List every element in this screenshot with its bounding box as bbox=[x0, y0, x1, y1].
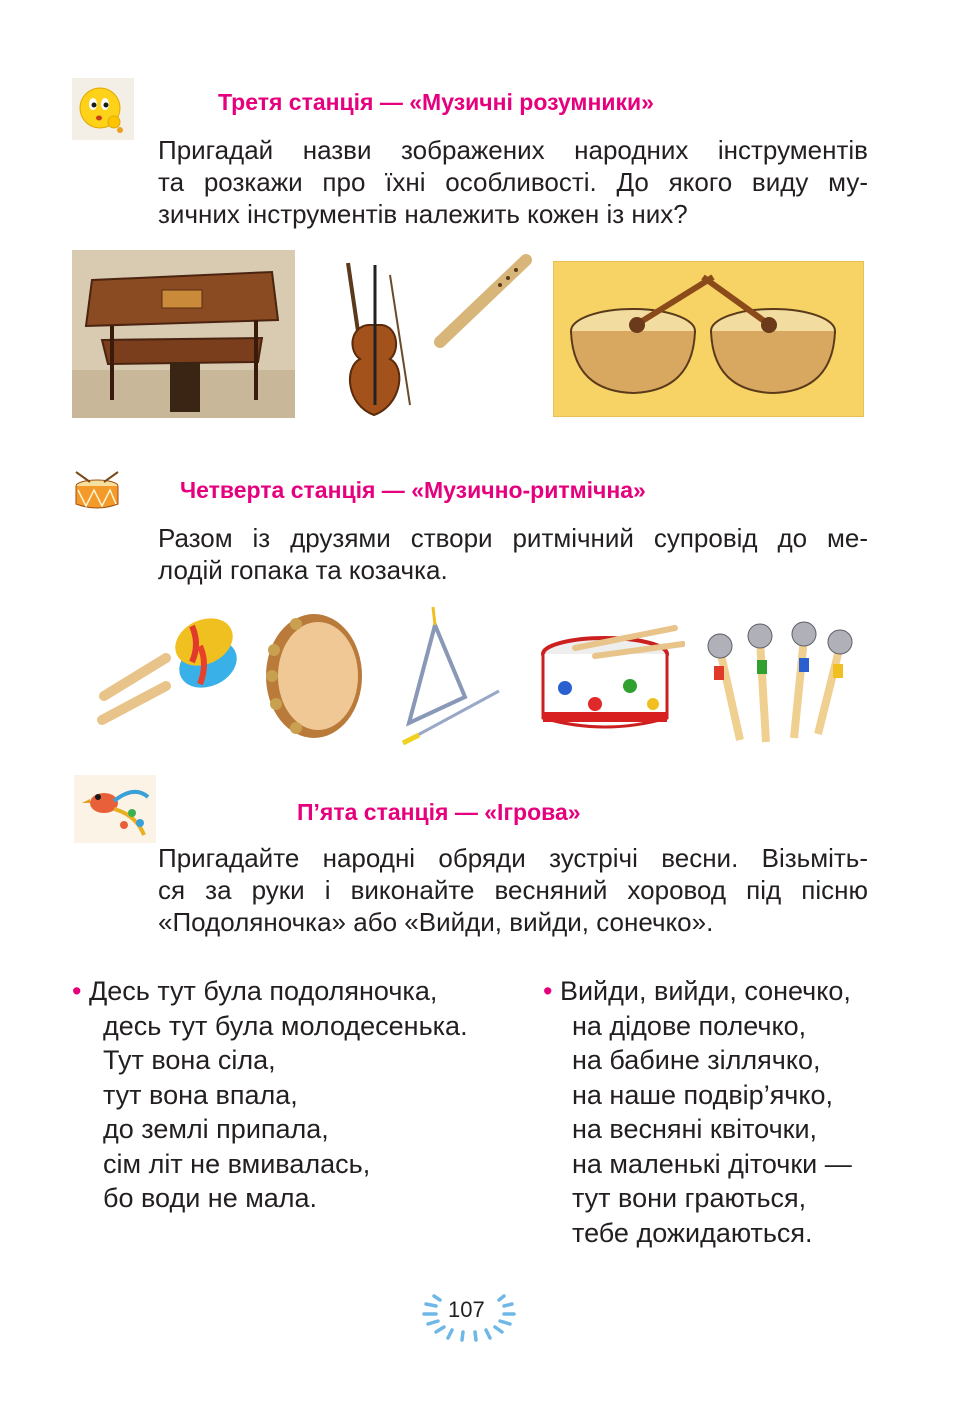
poem-line-text: Десь тут була подоляночка, bbox=[88, 976, 438, 1006]
jingle-sticks-image bbox=[700, 610, 865, 750]
poem-line: тебе дожидаються. bbox=[572, 1217, 813, 1248]
poem-line: на дідове полечко, bbox=[572, 1010, 807, 1041]
poem-right bbox=[543, 974, 852, 1250]
poem-line: на весняні квіточки, bbox=[572, 1114, 818, 1144]
station-4-title: Четверта станція — «Музично-ритмічна» bbox=[180, 477, 646, 503]
poem-line: десь тут була молодесенька. bbox=[103, 1010, 468, 1041]
timpani-image bbox=[553, 261, 864, 417]
poem-left bbox=[72, 974, 468, 1216]
station-4-line: лодій гопака та козачка. bbox=[158, 555, 448, 585]
station-4-line: Разом із друзями створи ритмічний супровід до ме- bbox=[158, 523, 868, 553]
poem-line bbox=[72, 974, 468, 1009]
poem-line: тут вона впала, bbox=[103, 1079, 298, 1110]
poem-line: тут вони граються, bbox=[572, 1183, 807, 1213]
poem-line-text: Вийди, вийди, сонечко, bbox=[559, 976, 851, 1006]
tambourine-image bbox=[262, 610, 367, 742]
poem-line: Тут вона сіла, bbox=[103, 1045, 276, 1075]
station-5-line: ся за руки і виконайте весняний хоровод під пісню bbox=[158, 875, 868, 905]
poem-line: на наше подвір’ячко, bbox=[572, 1079, 834, 1110]
sopilka-flute-image bbox=[430, 252, 534, 352]
poem-line: на бабине зіллячко, bbox=[572, 1045, 821, 1075]
station-3-line: Пригадай назви зображених народних інструментів bbox=[158, 135, 868, 165]
station-5-line: Пригадайте народні обряди зустрічі весни. Візьміть- bbox=[158, 843, 868, 873]
page-number: 107 bbox=[448, 1297, 485, 1322]
bullet-icon: • bbox=[543, 976, 553, 1006]
poem-line: сім літ не вмивалась, bbox=[103, 1148, 371, 1179]
station-3-title: Третя станція — «Музичні розумники» bbox=[218, 89, 654, 115]
snare-drum-image bbox=[535, 608, 685, 748]
maracas-image bbox=[96, 612, 244, 730]
station-4-icon bbox=[72, 470, 122, 512]
poem-line: бо води не мала. bbox=[103, 1183, 318, 1213]
bullet-icon: • bbox=[72, 976, 82, 1006]
station-3-line: зичних інструментів належить кожен із них? bbox=[158, 199, 688, 229]
triangle-image bbox=[395, 605, 505, 750]
station-5-icon bbox=[74, 775, 156, 843]
station-3-text bbox=[158, 134, 868, 230]
poem-line: на маленькі діточки — bbox=[572, 1148, 852, 1179]
station-5-line: «Подоляночка» або «Вийди, вийди, сонечко». bbox=[158, 907, 714, 937]
station-5-text bbox=[158, 842, 868, 938]
cimbalom-image bbox=[72, 250, 295, 418]
station-5-title: П’ята станція — «Ігрова» bbox=[297, 799, 581, 825]
station-3-line: та розкажи про їхні особливості. До якого виду му- bbox=[158, 167, 868, 197]
poem-line bbox=[543, 974, 852, 1009]
violin-image bbox=[330, 255, 420, 425]
poem-line: до землі припала, bbox=[103, 1114, 329, 1144]
station-3-icon bbox=[72, 78, 134, 140]
station-4-text bbox=[158, 522, 868, 586]
